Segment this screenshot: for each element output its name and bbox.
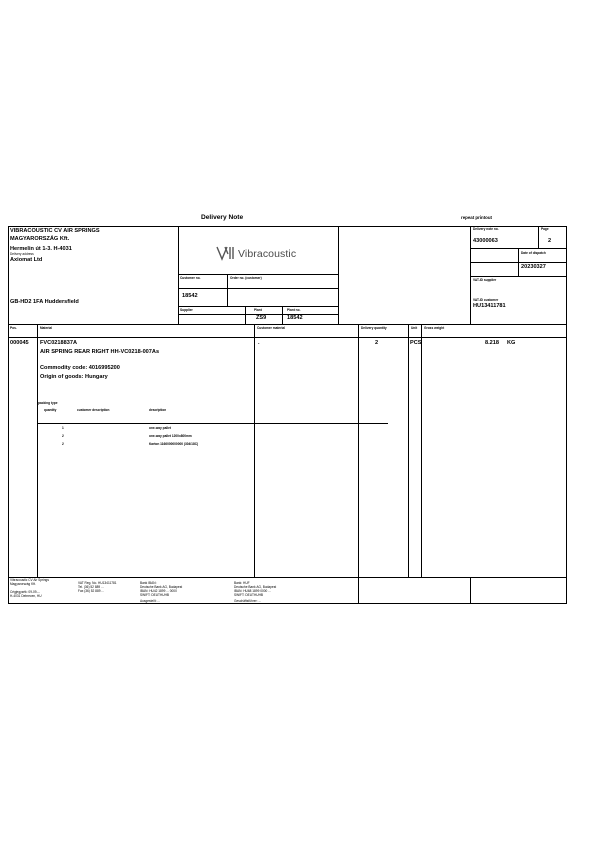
footer-col-rule [470,577,471,604]
vat-customer-label: VAT-ID customer [473,298,499,302]
form-frame [8,226,567,604]
vat-number: HU13411781 [473,303,506,309]
page-number: 2 [548,238,552,244]
footer-line: SWIFT: DEUTHUHB [234,593,264,597]
plant-label: Plant [254,308,262,312]
col-header-pos: Pos. [10,326,17,330]
delivery-note-no: 43000063 [473,238,498,244]
vibracoustic-logo-text: Vibracoustic [238,248,297,260]
packing-col-description: description [149,408,167,412]
footer-company [10,578,49,598]
footer-rule [8,577,567,578]
customer-city: GB-HD2 1FA Huddersfield [10,299,79,305]
supplier-label: Supplier [180,308,193,312]
footer-management [234,599,261,603]
item-quantity: 2 [375,340,379,346]
ref-rule-2 [178,306,338,307]
vibracoustic-logo-mark-icon [216,245,236,261]
footer-line: SWIFT: DEUTHUHB [140,593,170,597]
footer-line: Tel. (36) 52 889 ... [78,585,104,589]
logo-bottom-rule [178,274,338,275]
footer-line: Deutsche Bank AG, Budapest [140,585,183,589]
footer-line: VAT Reg. No. HU13411781 [78,581,117,585]
packing-row-qty: 2 [62,434,64,438]
footer-line: Deutsche Bank AG, Budapest [234,585,277,589]
header-rule [8,324,567,325]
unit-col-rule [421,324,422,577]
plant-value: ZS9 [256,315,267,321]
doc-rule-1 [471,248,567,249]
origin-of-goods: Origin of goods: Hungary [40,374,108,380]
packing-rule [38,423,388,424]
col-header-material: Material [40,326,53,330]
item-customer-material: . [258,340,260,346]
footer-bank-2 [234,581,276,597]
qty-col-rule [408,324,409,577]
doc-rule-3 [471,276,567,277]
item-position: 000045 [10,340,29,346]
packing-row-qty: 2 [62,442,64,446]
page-label: Page [541,227,549,231]
pos-col-rule [37,324,38,577]
delivery-note-no-label: Delivery note no. [473,227,499,231]
delivery-address-label: Delivery address [10,252,34,256]
logo-right-rule [338,226,339,324]
item-description: AIR SPRING REAR RIGHT HH-VC0218-007As [40,349,160,355]
ref-mid-rule-1 [227,274,228,306]
footer-line: Vibracoustic CV Air Springs [10,578,49,582]
footer-line: Magyarország Kft. [10,582,36,586]
col-header-unit: Unit [411,326,418,330]
packing-col-customer-description: customer description [77,408,110,412]
material-col-rule [254,324,255,577]
col-header-customer-material: Customer material [257,326,285,330]
footer-register [140,599,160,603]
packing-row-desc: Karton 1166000000000 (304/18C) [149,442,199,446]
date-col-rule [518,248,519,276]
footer-line: Fax (36) 52 889 ... [78,589,105,593]
reprint-label: repeat printout [461,215,492,220]
commodity-code: Commodity code: 4016995200 [40,365,120,371]
customer-name: Axiomat Ltd [10,257,43,263]
plant-no-label: Plant no. [287,308,301,312]
doc-left-rule [470,226,471,324]
column-header-rule [8,337,567,338]
col-header-quantity: Delivery quantity [361,326,387,330]
footer-line: Cégjegyzék: 09-09-... [10,590,41,594]
packing-title: packing type [38,401,58,405]
document-title: Delivery Note [201,214,244,221]
packing-row-desc: one-way pallet 1200x800mm [149,434,192,438]
item-unit: PCS [410,340,422,346]
sender-line-2: MAGYARORSZÁG Kft. [10,236,70,242]
col-header-weight: Gross weight [424,326,445,330]
date-label: Date of dispatch [521,251,546,255]
ref-rule-1 [178,288,338,289]
order-no-label: Order no. (customer) [230,276,262,280]
footer-bank-1 [140,581,182,597]
footer-line: Geschäftsführer: ... [234,599,262,603]
footer-line: Ausgestellt: ... [140,599,161,603]
footer-line: H-4031 Debrecen, HU [10,594,42,598]
sender-line-3: Hermelin út 1-3. H-4031 [10,246,72,252]
footer-line: Bank: HUF [234,581,250,585]
customer-no-label: Customer no. [180,276,201,280]
packing-row-qty: 1 [62,426,64,430]
packing-col-quantity: quantity [44,408,57,412]
packing-row-desc: one-way pallet [149,426,171,430]
logo-left-rule [178,226,179,324]
ref-mid-rule-3 [282,306,283,324]
ref-mid-rule-2 [245,306,246,324]
item-weight-unit: KG [507,340,516,346]
footer-line: IBAN: HU42 1899 ... 0000 [140,589,177,593]
sender-line-1: VIBRACOUSTIC CV AIR SPRINGS [10,228,100,234]
item-weight: 8.218 [485,340,499,346]
doc-rule-2 [471,262,567,263]
customer-no: 18542 [182,293,198,299]
vat-supplier-label: VAT-ID supplier [473,278,497,282]
custmat-col-rule [358,324,359,604]
footer-line: IBAN: HU68 1899 0000 ... [234,589,271,593]
item-material: FVC0218837A [40,340,78,346]
dispatch-date: 20230327 [521,264,546,270]
footer-contact [78,581,117,593]
footer-line: Bank IBAN: [140,581,157,585]
plant-no-value: 18542 [287,315,303,321]
vibracoustic-logo [216,245,236,266]
page-col-rule [538,226,539,248]
